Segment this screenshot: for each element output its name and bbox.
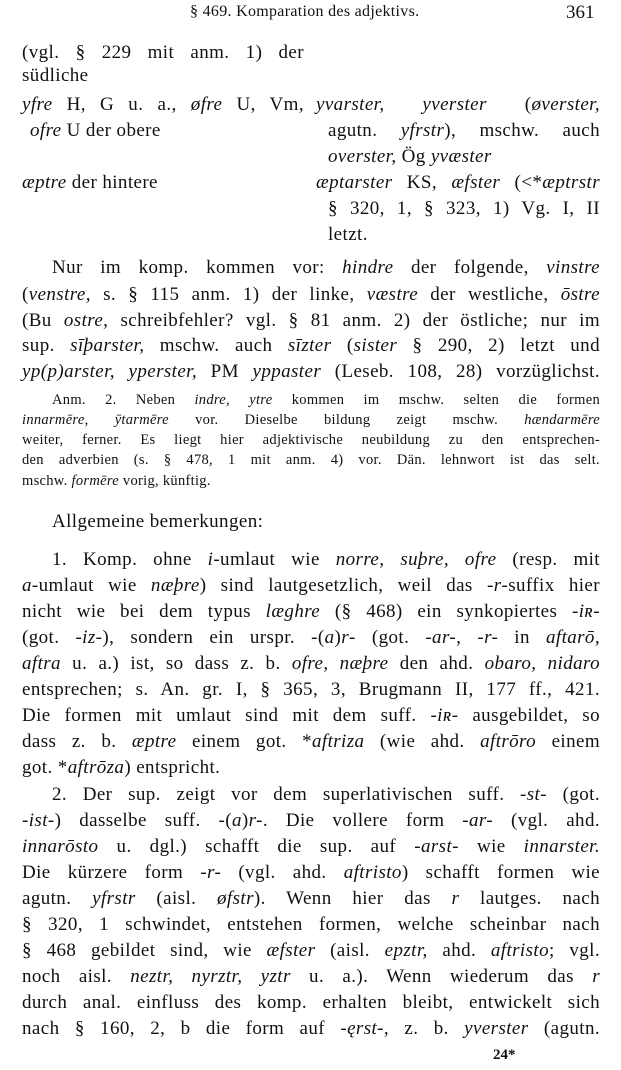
remark-2-line bbox=[22, 888, 600, 910]
italic-term: innarōsto bbox=[22, 836, 99, 857]
text-run: , z. b. bbox=[383, 1018, 465, 1039]
italic-term: ōstre bbox=[560, 284, 600, 305]
text-run: durch anal. einfluss des komp. erhalten bleibt, entwickelt sich bbox=[22, 992, 600, 1013]
italic-term: hindre bbox=[342, 257, 394, 278]
text-run: lautges. nach bbox=[459, 888, 600, 909]
text-run: ) bbox=[334, 627, 342, 648]
italic-term: -st- bbox=[520, 784, 547, 805]
italic-term: -arst- bbox=[414, 836, 459, 857]
text-run: . Die vollere form bbox=[262, 810, 463, 831]
table-left-line bbox=[22, 94, 304, 116]
remark-1-line bbox=[22, 575, 600, 597]
text-run: 1. Komp. ohne bbox=[52, 549, 208, 570]
text-run: ) entspricht. bbox=[124, 757, 221, 778]
text-run: s. § 115 anm. 1) der linke, bbox=[90, 284, 367, 305]
text-run: südliche bbox=[22, 65, 89, 86]
italic-term: yvæster bbox=[430, 146, 492, 167]
italic-term: sīþarster, bbox=[70, 335, 145, 356]
table-left-line bbox=[22, 65, 89, 87]
italic-term: yfrstr bbox=[92, 888, 136, 909]
italic-term: hændarmēre bbox=[524, 412, 600, 428]
text-run: sup. bbox=[22, 335, 71, 356]
text-run: (resp. mit bbox=[496, 549, 600, 570]
section-heading-line bbox=[52, 511, 263, 533]
note-anm2-line bbox=[22, 472, 211, 490]
text-run: agutn. bbox=[328, 120, 401, 141]
italic-term: -ist- bbox=[22, 810, 55, 831]
italic-term: øverster, bbox=[531, 94, 600, 115]
text-run: u. dgl.) schafft die sup. auf bbox=[98, 836, 415, 857]
italic-term: r- bbox=[248, 810, 263, 831]
italic-term: aftarō, bbox=[545, 627, 600, 648]
italic-term: -r- bbox=[200, 862, 222, 883]
text-run: den adverbien (s. § 478, 1 mit anm. 4) vor. Dän. lehnwort ist das selt. bbox=[22, 452, 600, 468]
italic-term: obaro, nidaro bbox=[484, 653, 600, 674]
text-run: -umlaut wie bbox=[213, 549, 336, 570]
text-run: einem bbox=[536, 731, 601, 752]
text-run: ), mschw. auch bbox=[444, 120, 600, 141]
italic-term: r bbox=[341, 627, 350, 648]
italic-term: ofre bbox=[30, 120, 62, 141]
italic-term: r bbox=[451, 888, 460, 909]
note-anm2-line bbox=[22, 411, 600, 429]
text-run: Anm. 2. Neben bbox=[52, 392, 195, 408]
text-run: Die formen mit umlaut sind mit dem suff. bbox=[22, 705, 431, 726]
remark-2-line bbox=[52, 784, 600, 806]
italic-term: venstre, bbox=[28, 284, 91, 305]
italic-term: innarster. bbox=[523, 836, 600, 857]
italic-term: -iz- bbox=[75, 627, 103, 648]
table-left-line bbox=[22, 42, 304, 64]
text-run: (got. bbox=[22, 627, 76, 648]
text-run: mschw. bbox=[22, 473, 72, 489]
remark-1-line bbox=[22, 627, 600, 649]
text-run: der westliche, bbox=[418, 284, 561, 305]
text-run: PM bbox=[197, 361, 253, 382]
table-left-line bbox=[30, 120, 161, 142]
text-run: ) bbox=[241, 810, 249, 831]
text-run: (agutn. bbox=[528, 1018, 600, 1039]
remark-1-line bbox=[22, 679, 600, 701]
italic-term: æfster bbox=[266, 940, 316, 961]
italic-term: -ęrst- bbox=[340, 1018, 384, 1039]
text-run: ausgebildet, so bbox=[458, 705, 601, 726]
text-run: - (got. bbox=[349, 627, 426, 648]
text-run: den ahd. bbox=[388, 653, 485, 674]
text-run: Nur im komp. kommen vor: bbox=[52, 257, 343, 278]
italic-term: yp(p)arster, yperster, bbox=[22, 361, 198, 382]
text-run: (aisl. bbox=[315, 940, 385, 961]
italic-term: aftra bbox=[22, 653, 61, 674]
table-right-line bbox=[316, 94, 600, 116]
remark-2-line bbox=[22, 1018, 600, 1040]
signature-mark: 24* bbox=[493, 1047, 516, 1063]
text-run: weiter, ferner. Es liegt hier adjektivische neubildung zu den entsprechen- bbox=[22, 432, 600, 448]
text-run: Allgemeine bemerkungen: bbox=[52, 511, 264, 532]
text-run: vor. Dieselbe bildung zeigt mschw. bbox=[168, 412, 525, 428]
note-anm2-line bbox=[52, 391, 600, 409]
remark-2-line bbox=[22, 914, 600, 936]
text-run: -suffix hier bbox=[501, 575, 600, 596]
remark-1-line bbox=[22, 653, 600, 675]
remark-2-line bbox=[22, 940, 600, 962]
table-left-line bbox=[22, 172, 158, 194]
text-run: entsprechen; s. An. gr. I, § 365, 3, Brugmann II, 177 ff., 421. bbox=[22, 679, 600, 700]
italic-term: æfster bbox=[451, 172, 501, 193]
text-run: H, G u. a., bbox=[52, 94, 191, 115]
italic-term: yfre bbox=[22, 94, 53, 115]
text-run: U, Vm, bbox=[222, 94, 304, 115]
text-run: in bbox=[498, 627, 546, 648]
remark-2-line bbox=[22, 966, 600, 988]
text-run: (vgl. ahd. bbox=[493, 810, 600, 831]
italic-term: -r bbox=[486, 575, 502, 596]
italic-term: øfre bbox=[190, 94, 223, 115]
text-run: (Leseb. 108, 28) vorzüglichst. bbox=[321, 361, 600, 382]
italic-term: epztr, bbox=[384, 940, 428, 961]
text-run: § 320, 1, § 323, 1) Vg. I, II bbox=[328, 198, 600, 219]
note-anm2-line bbox=[22, 451, 600, 469]
text-run: ( bbox=[486, 94, 532, 115]
italic-term: yfrstr bbox=[400, 120, 445, 141]
text-run: ( bbox=[22, 284, 29, 305]
italic-term: vinstre bbox=[546, 257, 601, 278]
italic-term: -iʀ- bbox=[430, 705, 459, 726]
text-run: (aisl. bbox=[135, 888, 218, 909]
text-run: u. a.) ist, so dass z. b. bbox=[60, 653, 292, 674]
text-run: Die kürzere form bbox=[22, 862, 201, 883]
italic-term: aftrōro bbox=[480, 731, 537, 752]
italic-term: sister bbox=[353, 335, 398, 356]
text-run: § 468 gebildet sind, wie bbox=[22, 940, 267, 961]
table-right-line bbox=[316, 172, 600, 194]
text-run: noch aisl. bbox=[22, 966, 131, 987]
italic-term: æptarster bbox=[316, 172, 393, 193]
italic-term: a bbox=[324, 627, 335, 648]
text-run: vorig, künftig. bbox=[118, 473, 211, 489]
text-run: mschw. auch bbox=[144, 335, 288, 356]
text-run: nicht wie bei dem typus bbox=[22, 601, 266, 622]
text-run: schreibfehler? vgl. § 81 anm. 2) der östliche; nur im bbox=[108, 310, 600, 331]
page-number: 361 bbox=[566, 2, 595, 23]
paragraph-komp-line bbox=[22, 335, 600, 357]
italic-term: væstre bbox=[366, 284, 419, 305]
text-run: dass z. b. bbox=[22, 731, 132, 752]
text-run: § 290, 2) letzt und bbox=[397, 335, 600, 356]
italic-term: innarmēre, ȳtarmēre bbox=[22, 412, 169, 428]
italic-term: aftrōza bbox=[67, 757, 125, 778]
italic-term: æptre bbox=[22, 172, 67, 193]
paragraph-komp-line bbox=[22, 284, 600, 306]
text-run: der hintere bbox=[66, 172, 158, 193]
remark-1-line bbox=[22, 705, 600, 727]
remark-1-line bbox=[22, 601, 600, 623]
italic-term: aftristo bbox=[343, 862, 402, 883]
italic-term: -ar-, -r- bbox=[425, 627, 499, 648]
text-run: ). Wenn hier das bbox=[253, 888, 452, 909]
text-run: (wie ahd. bbox=[364, 731, 481, 752]
text-run: -umlaut wie bbox=[31, 575, 151, 596]
text-run: got. * bbox=[22, 757, 68, 778]
remark-2-line bbox=[22, 810, 600, 832]
text-run: ) sind lautgesetzlich, weil das bbox=[199, 575, 487, 596]
italic-term: øfstr bbox=[217, 888, 254, 909]
text-run: U der obere bbox=[61, 120, 161, 141]
text-run: einem got. * bbox=[176, 731, 312, 752]
italic-term: yppaster bbox=[252, 361, 322, 382]
running-title: § 469. Komparation des adjektivs. bbox=[190, 3, 420, 20]
text-run: ; vgl. bbox=[548, 940, 600, 961]
italic-term: aftristo bbox=[490, 940, 549, 961]
text-run: KS, bbox=[392, 172, 452, 193]
italic-term: neztr, nyrztr, yztr bbox=[130, 966, 291, 987]
table-right-line bbox=[328, 198, 600, 220]
text-run: wie bbox=[458, 836, 524, 857]
text-run: (got. bbox=[546, 784, 600, 805]
paragraph-komp-line bbox=[22, 310, 600, 332]
remark-2-line bbox=[22, 862, 600, 884]
text-run: (Bu bbox=[22, 310, 64, 331]
remark-1-line bbox=[22, 757, 220, 779]
note-anm2-line bbox=[22, 431, 600, 449]
italic-term: indre, ytre bbox=[194, 392, 273, 408]
text-run: ) schafft formen wie bbox=[401, 862, 600, 883]
italic-term: -ar- bbox=[462, 810, 494, 831]
paragraph-komp-line bbox=[52, 257, 600, 279]
text-run: § 320, 1 schwindet, entstehen formen, welche scheinbar nach bbox=[22, 914, 600, 935]
italic-term: i bbox=[207, 549, 214, 570]
text-run: Ög bbox=[396, 146, 431, 167]
text-run: agutn. bbox=[22, 888, 93, 909]
italic-term: overster, bbox=[328, 146, 397, 167]
remark-2-line bbox=[22, 992, 600, 1014]
italic-term: læghre bbox=[265, 601, 321, 622]
text-run: u. a.). Wenn wiederum das bbox=[290, 966, 593, 987]
text-run: (<* bbox=[500, 172, 543, 193]
italic-term: yverster bbox=[464, 1018, 529, 1039]
italic-term: a bbox=[232, 810, 242, 831]
text-run: der folgende, bbox=[393, 257, 547, 278]
italic-term: æptrstr bbox=[542, 172, 600, 193]
remark-1-line bbox=[52, 549, 600, 571]
text-run: nach § 160, 2, b die form auf bbox=[22, 1018, 341, 1039]
italic-term: ofre, næþre bbox=[291, 653, 389, 674]
italic-term: næþre bbox=[150, 575, 200, 596]
italic-term: a bbox=[22, 575, 32, 596]
italic-term: aftriza bbox=[311, 731, 365, 752]
table-right-line bbox=[328, 120, 600, 142]
italic-term: sīzter bbox=[287, 335, 332, 356]
italic-term: ostre, bbox=[63, 310, 109, 331]
text-run: ahd. bbox=[427, 940, 491, 961]
italic-term: r bbox=[592, 966, 600, 987]
italic-term: yvarster, yverster bbox=[316, 94, 487, 115]
italic-term: æptre bbox=[131, 731, 177, 752]
text-run: 2. Der sup. zeigt vor dem superlativischen suff. bbox=[52, 784, 521, 805]
text-run: letzt. bbox=[328, 224, 368, 245]
text-run: (vgl. § 229 mit anm. 1) der bbox=[22, 42, 304, 63]
text-run: ) dasselbe suff. -( bbox=[54, 810, 233, 831]
text-run: kommen im mschw. selten die formen bbox=[272, 392, 601, 408]
italic-term: formēre bbox=[71, 473, 119, 489]
remark-2-line bbox=[22, 836, 600, 858]
table-right-line bbox=[328, 146, 492, 168]
paragraph-komp-line bbox=[22, 361, 600, 383]
table-right-line bbox=[328, 224, 368, 246]
text-run: ( bbox=[331, 335, 354, 356]
text-run: (§ 468) ein synkopiertes bbox=[320, 601, 573, 622]
italic-term: norre, suþre, ofre bbox=[335, 549, 497, 570]
text-run: ), sondern ein urspr. -( bbox=[102, 627, 325, 648]
remark-1-line bbox=[22, 731, 600, 753]
italic-term: -iʀ- bbox=[572, 601, 600, 622]
text-run: (vgl. ahd. bbox=[221, 862, 344, 883]
